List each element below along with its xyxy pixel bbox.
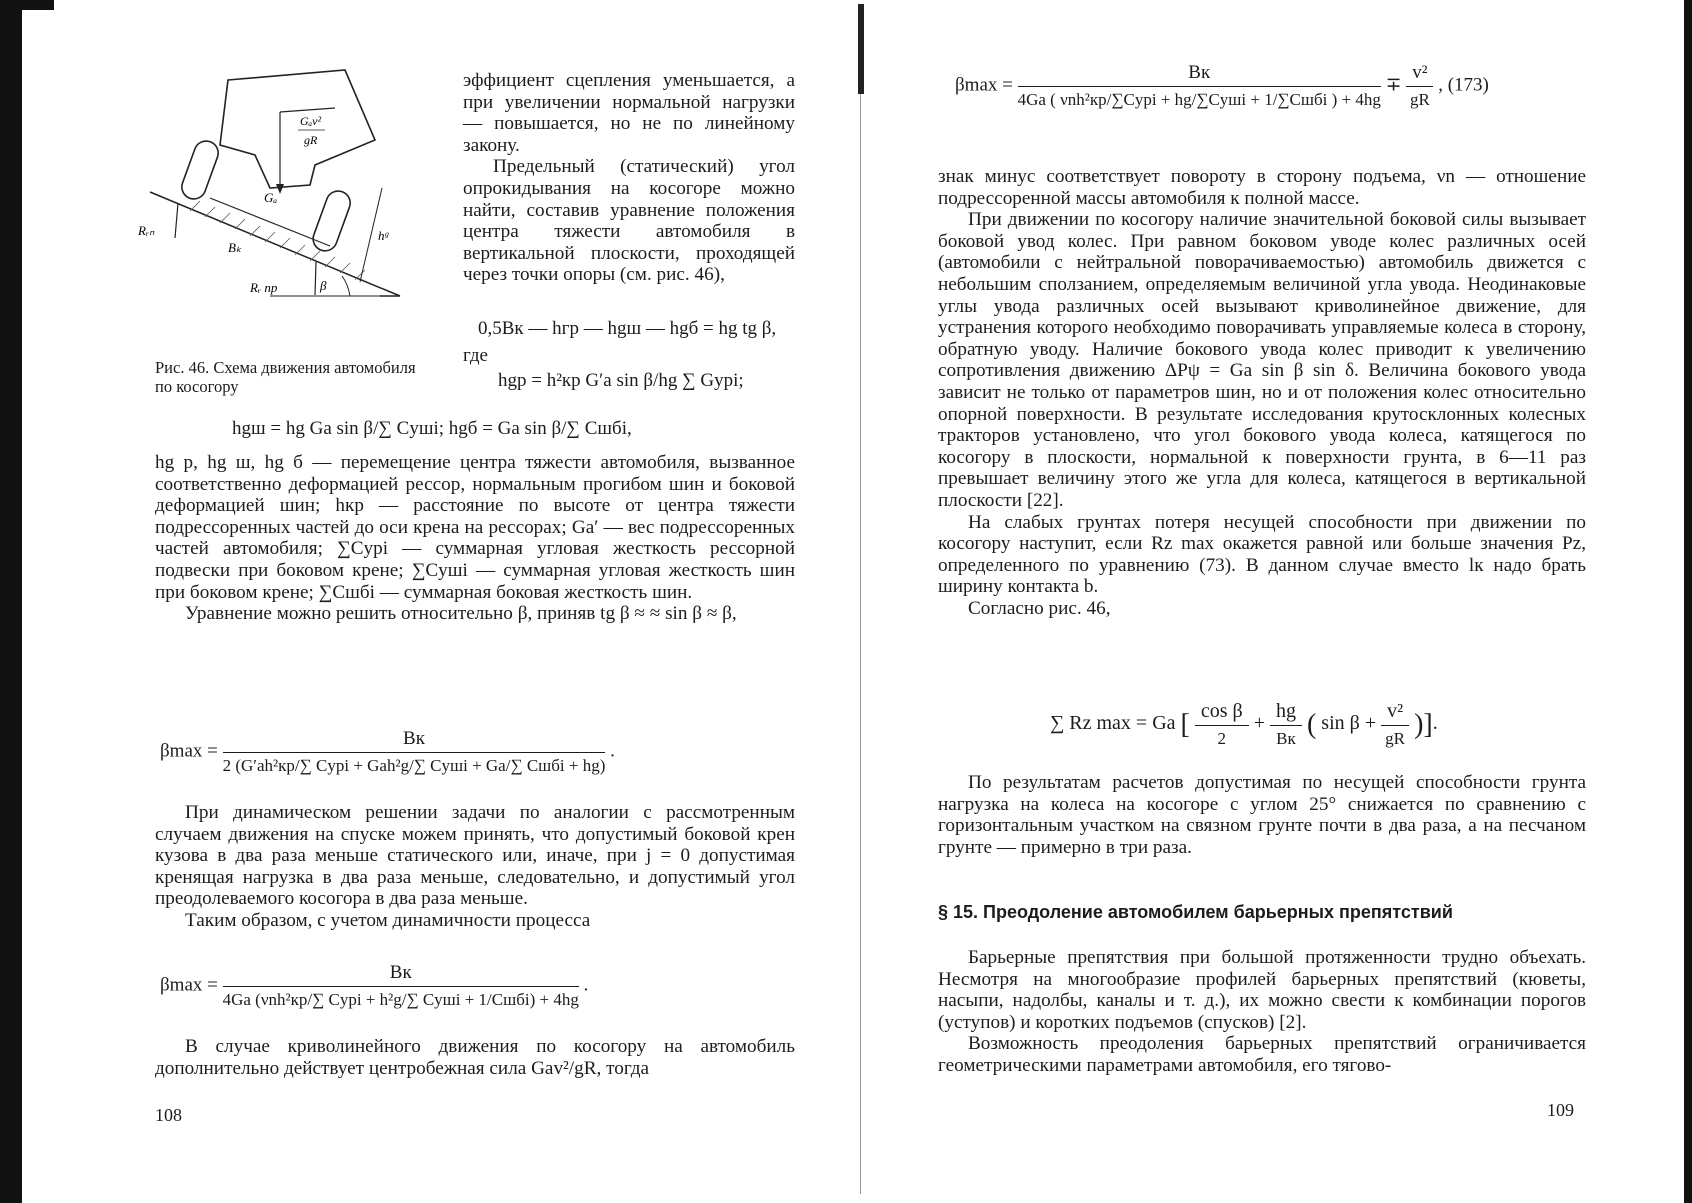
eq5-fraction <box>223 962 579 1010</box>
equation-5 <box>160 962 588 1010</box>
left-wheel <box>178 138 221 203</box>
book-gutter <box>858 4 864 94</box>
paragraph-7: В случае криволинейного движения по косогору на автомобиль дополнительно действует центробежная сила Gаv²/gR, тогда <box>155 1036 795 1079</box>
eq6-lhs: βmax = <box>955 74 1013 96</box>
book-gutter-line <box>860 94 861 1194</box>
eq6-denominator: 4Gа ( νnh²кр/∑Cyрi + hg/∑Cyшi + 1/∑Cшбi ) + 4hg <box>1017 90 1381 109</box>
r-paragraph-2: При движении по косогору наличие значительной боковой силы вызывает боковой увод колес. При равном боковом уводе колес различных осей (автомобили с нейтральной поворачиваемостью) автомобиль движется с небольшим сползанием, определяемым величиной угла увода. Неодинаковые углы увода различных осей вызывают криволинейное движение, для устранения которого необходимо поворачивать управляемые колеса в сторону, обратную уводу. Наличие бокового увода колес приводит к увеличению сопротивления движению ΔPψ = Gа sin β sin δ. Величина бокового увода зависит не только от параметров шин, но и от положения колес относительно опорной поверхности. В результате исследования крутосклонных колесных тракторов установлено, что угол бокового увода колеса, катящегося по косогору в плоскости, нормальной к поверхности грунта, в 6—11 раз превышает величину этого же угла для колеса, катящегося в вертикальной плоскости [22]. <box>938 209 1586 511</box>
equation-2: hgр = h²кр G′а sin β/hg ∑ Gyрi; <box>498 370 744 391</box>
equation-173 <box>955 62 1489 110</box>
section-heading: § 15. Преодоление автомобилем барьерных препятствий <box>938 902 1453 922</box>
rz-right-arrow <box>315 262 316 295</box>
eq7-f1-num: cos β <box>1195 700 1249 726</box>
paragraph-2: Предельный (статический) угол опрокидывания на косогоре можно найти, составив уравнение положения центра тяжести автомобиля в вертикальной плоскости, проходящей через точки опоры (см. рис. 46), <box>463 156 795 286</box>
label-gav2: Gₐv² <box>300 114 322 128</box>
where-label: где <box>463 345 488 366</box>
label-beta: β <box>320 278 327 293</box>
eq7-f3-den: gR <box>1385 729 1406 748</box>
paragraph-6: Таким образом, с учетом динамичности процесса <box>185 909 591 931</box>
r-paragraph-4: Согласно рис. 46, <box>968 597 1111 619</box>
paragraph-3: hg р, hg ш, hg б — перемещение центра тяжести автомобиля, вызванное соответственно деформацией рессор, нормальным прогибом шин и боковой деформацией шин; hкр — расстояние по высоте от центра тяжести подрессоренных частей до оси крена на рессорах; Gа′ — вес подрессоренных частей автомобиля; ∑Cyрi — суммарная угловая жесткость рессорной подвески при боковом крене; ∑Cyшi — суммарная угловая жесткость шин при боковом крене; ∑Cшбi — суммарная боковая жесткость шин. <box>155 452 795 603</box>
centrifugal-arrow <box>280 108 335 112</box>
left-text-column-lower <box>155 802 795 932</box>
eq5-numerator: Bк <box>223 962 579 987</box>
right-wheel <box>310 188 354 254</box>
eq7-lhs: ∑ Rz max = Gа <box>1050 712 1176 735</box>
eq4-tail: . <box>610 740 615 762</box>
paragraph-1: эффициент сцепления уменьшается, а при увеличении нормальной нагрузки — повышается, но не по линейному закону. <box>463 70 795 156</box>
equation-3: hgш = hg Gа sin β/∑ Cyшi; hgб = Gа sin β/∑ Cшбi, <box>232 418 632 439</box>
eq6-small-denominator: gR <box>1409 90 1430 109</box>
eq4-numerator: Bк <box>223 728 606 753</box>
vehicle-body <box>220 70 375 188</box>
label-ga: Gₐ <box>264 190 278 205</box>
eq5-denominator: 4Gа (νnh²кр/∑ Cyрi + h²g/∑ Cyшi + 1/Cшбi) + 4hg <box>222 990 579 1009</box>
figure-caption: Рис. 46. Схема движения автомобиля по косогору <box>155 358 416 396</box>
equation-1: 0,5Bк — hгр — hgш — hgб = hg tg β, <box>478 318 777 339</box>
label-rz-right: Rᵣ пр <box>250 280 278 295</box>
equation-4 <box>160 728 615 776</box>
r-paragraph-5: По результатам расчетов допустимая по несущей способности грунта нагрузка на колеса на косогоре с углом 25° снижается по сравнению с горизонтальным участком на связном грунте почти в два раза, а на песчаном грунте — примерно в три раза. <box>938 772 1586 858</box>
right-text-column-middle <box>938 772 1586 858</box>
page-number-left: 108 <box>155 1105 182 1125</box>
right-text-column-top <box>938 166 1586 619</box>
r-paragraph-1: знак минус соответствует повороту в сторону подъема, νn — отношение подрессоренной массы автомобиля к полной массе. <box>938 166 1586 209</box>
eq6-small-numerator: v² <box>1406 62 1433 87</box>
eq7-f2-den: Bк <box>1276 729 1296 748</box>
paragraph-4: Уравнение можно решить относительно β, приняв tg β ≈ ≈ sin β ≈ β, <box>185 603 737 625</box>
eq6-fraction <box>1018 62 1381 110</box>
scan-edge-left-top <box>22 0 54 10</box>
eq4-lhs: βmax = <box>160 740 218 762</box>
eq6-number: , (173) <box>1438 74 1489 96</box>
ground-hatching <box>190 201 365 280</box>
eq7-inner: sin β + <box>1321 712 1377 735</box>
equation-rz-max: ∑ Rz max = Gа [ $\frac{\text{cos β}}{2}$ + $\frac{hg}{Bк}$ ( sin β + $\frac{\text{v²}}{gR}$ )]. <box>1050 700 1438 748</box>
eq6-numerator: Bк <box>1018 62 1381 87</box>
eq4-fraction <box>223 728 606 776</box>
right-text-column-bottom <box>938 947 1586 1077</box>
eq6-small-fraction <box>1406 62 1433 110</box>
eq6-pm: ∓ <box>1385 74 1402 96</box>
left-text-column-middle <box>155 452 795 625</box>
eq7-f1-den: 2 <box>1217 729 1227 748</box>
eq5-lhs: βmax = <box>160 974 218 996</box>
label-hg: hᵍ <box>378 228 389 243</box>
eq7-fraction-3 <box>1381 700 1409 749</box>
rz-left-arrow <box>175 203 178 238</box>
label-gr: gR <box>304 133 318 147</box>
paragraph-5: При динамическом решении задачи по аналогии с рассмотренным случаем движения на спуске можем принять, что допустимый боковой крен кузова в два раза меньше статического или, иначе, при j = 0 допустимая кренящая нагрузка в два раза меньше, следовательно, и допустимый угол преодолеваемого косогора в два раза меньше. <box>155 802 795 910</box>
slope-diagram-svg <box>138 70 445 325</box>
r-paragraph-3: На слабых грунтах потеря несущей способности при движении по косогору наступит, если Rz max окажется равной или больше значения Pz, определенного по уравнению (73). В данном случае вместо lк надо брать ширину контакта b. <box>938 511 1586 598</box>
left-text-column-bottom <box>155 1036 795 1079</box>
eq7-f2-num: hg <box>1270 700 1302 726</box>
eq5-tail: . <box>583 974 589 996</box>
label-bk: Bₖ <box>228 240 242 255</box>
figure-46-diagram <box>138 70 445 325</box>
r-paragraph-7: Возможность преодоления барьерных препятствий ограничивается геометрическими параметрами автомобиля, его тягово- <box>938 1033 1586 1076</box>
left-text-column-top <box>463 70 795 286</box>
eq4-denominator: 2 (G′аh²кр/∑ Cyрi + Gаh²g/∑ Cyшi + Gа/∑ Cшбi + hg) <box>222 756 606 775</box>
scan-edge-right <box>1684 0 1692 1203</box>
scan-edge-left <box>0 0 22 1203</box>
page-number-right: 109 <box>1547 1100 1574 1120</box>
eq7-fraction-2 <box>1270 700 1302 749</box>
eq7-fraction-1 <box>1195 700 1249 749</box>
r-paragraph-6: Барьерные препятствия при большой протяженности трудно объехать. Несмотря на многообразие профилей барьерных препятствий (кюветы, насыпи, надолбы, каналы и т. д.), их можно свести к комбинации порогов (уступов) и коротких подъемов (спусков) [2]. <box>938 947 1586 1033</box>
eq7-f3-num: v² <box>1381 700 1409 726</box>
label-rz-left: Rᵣₙ <box>138 223 155 238</box>
